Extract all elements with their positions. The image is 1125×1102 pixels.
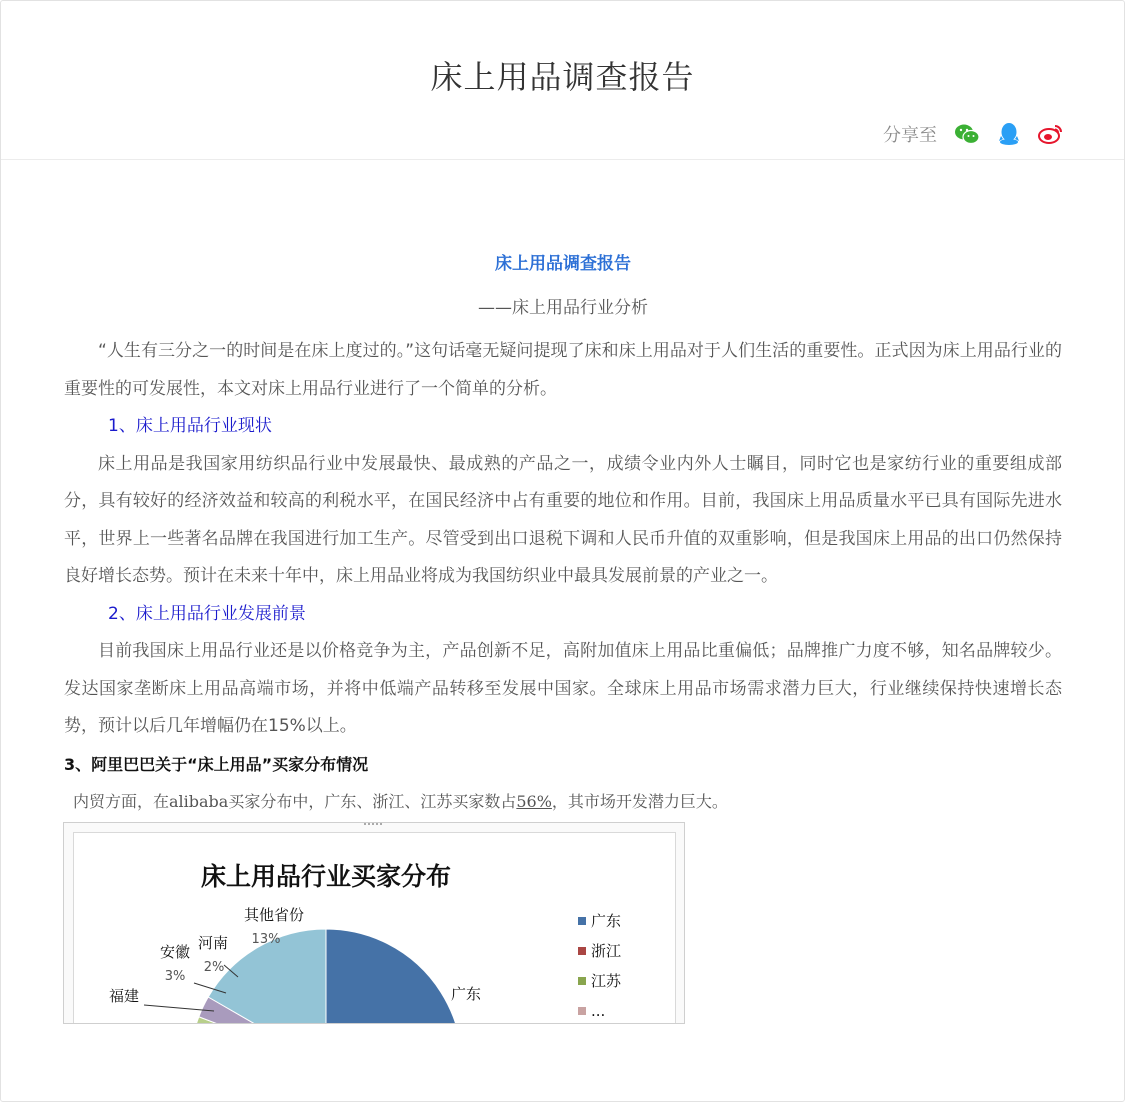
trade-text-before: 内贸方面，在alibaba买家分布中，广东、浙江、江苏买家数占	[73, 792, 517, 811]
share-bar	[883, 120, 1065, 148]
article-body	[64, 245, 1062, 821]
weibo-icon[interactable]	[1037, 120, 1065, 148]
slice-label-value: 2%	[203, 960, 225, 975]
wechat-icon[interactable]	[953, 120, 981, 148]
slice-label-name: 安徽	[159, 943, 191, 961]
section-1-heading: 1、床上用品行业现状	[108, 416, 272, 436]
legend-label: 浙江	[591, 942, 622, 960]
slice-label-name: 河南	[197, 934, 229, 952]
legend-label: 江苏	[591, 972, 622, 990]
article-subtitle: ——床上用品行业分析	[478, 298, 648, 318]
legend-swatch	[578, 977, 586, 985]
qq-icon[interactable]	[995, 120, 1023, 148]
legend-swatch	[578, 917, 586, 925]
section-2-heading: 2、床上用品行业发展前景	[108, 603, 306, 624]
section-1-paragraph: 床上用品是我国家用纺织品行业中发展最快、最成熟的产品之一，成绩令业内外人士瞩目，同时它也是家纺行业的重要组成部分，具有较好的经济效益和较高的利税水平，在国民经济中占有重要的地位和作用。目前，我国床上用品质量水平已具有国际先进水平，世界上一些著名品牌在我国进行加工生产。尽管受到出口退税下调和人民币升值的双重影响，但是我国床上用品的出口仍然保持良好增长态势。预计在未来十年中，床上用品业将成为我国纺织业中最具发展前景的产业之一。	[64, 453, 1062, 586]
trade-percentage: 56%	[516, 792, 552, 811]
trade-paragraph	[64, 783, 1062, 821]
page-title: 床上用品调查报告	[430, 58, 695, 96]
buyer-distribution-chart	[74, 833, 675, 1024]
article-title: 床上用品调查报告	[495, 254, 631, 274]
section-3-heading: 3、阿里巴巴关于“床上用品”买家分布情况	[64, 754, 369, 774]
share-label: 分享至	[883, 125, 937, 146]
pie-slice-0	[326, 929, 462, 1024]
section-2-paragraph: 目前我国床上用品行业还是以价格竞争为主，产品创新不足，高附加值床上用品比重偏低；品牌推广力度不够，知名品牌较少。发达国家垄断床上用品高端市场，并将中低端产品转移至发展中国家。全球床上用品市场需求潜力巨大，行业继续保持快速增长态势，预计以后几年增幅仍在15%以上。	[64, 641, 1062, 736]
legend-label: 广东	[591, 912, 622, 930]
legend-swatch	[578, 1007, 586, 1015]
legend-swatch	[578, 947, 586, 955]
legend-label: ...	[591, 1002, 606, 1020]
chart-title: 床上用品行业买家分布	[200, 862, 452, 891]
slice-label-name: 福建	[108, 987, 140, 1005]
slice-label-name: 广东	[450, 985, 482, 1003]
intro-paragraph: “人生有三分之一的时间是在床上度过的。”这句话毫无疑问提现了床和床上用品对于人们生活的重要性。正式因为床上用品行业的重要性的可发展性，本文对床上用品行业进行了一个简单的分析。	[64, 341, 1062, 399]
chart-frame	[73, 832, 676, 1024]
slice-label-name: 其他省份	[243, 906, 305, 924]
resize-handle	[364, 823, 382, 829]
slice-label-value: 13%	[251, 932, 281, 947]
header-divider	[1, 159, 1124, 160]
trade-text-after: ，其市场开发潜力巨大。	[551, 792, 728, 811]
slice-label-value: 3%	[164, 969, 186, 984]
chart-image	[63, 822, 685, 1024]
